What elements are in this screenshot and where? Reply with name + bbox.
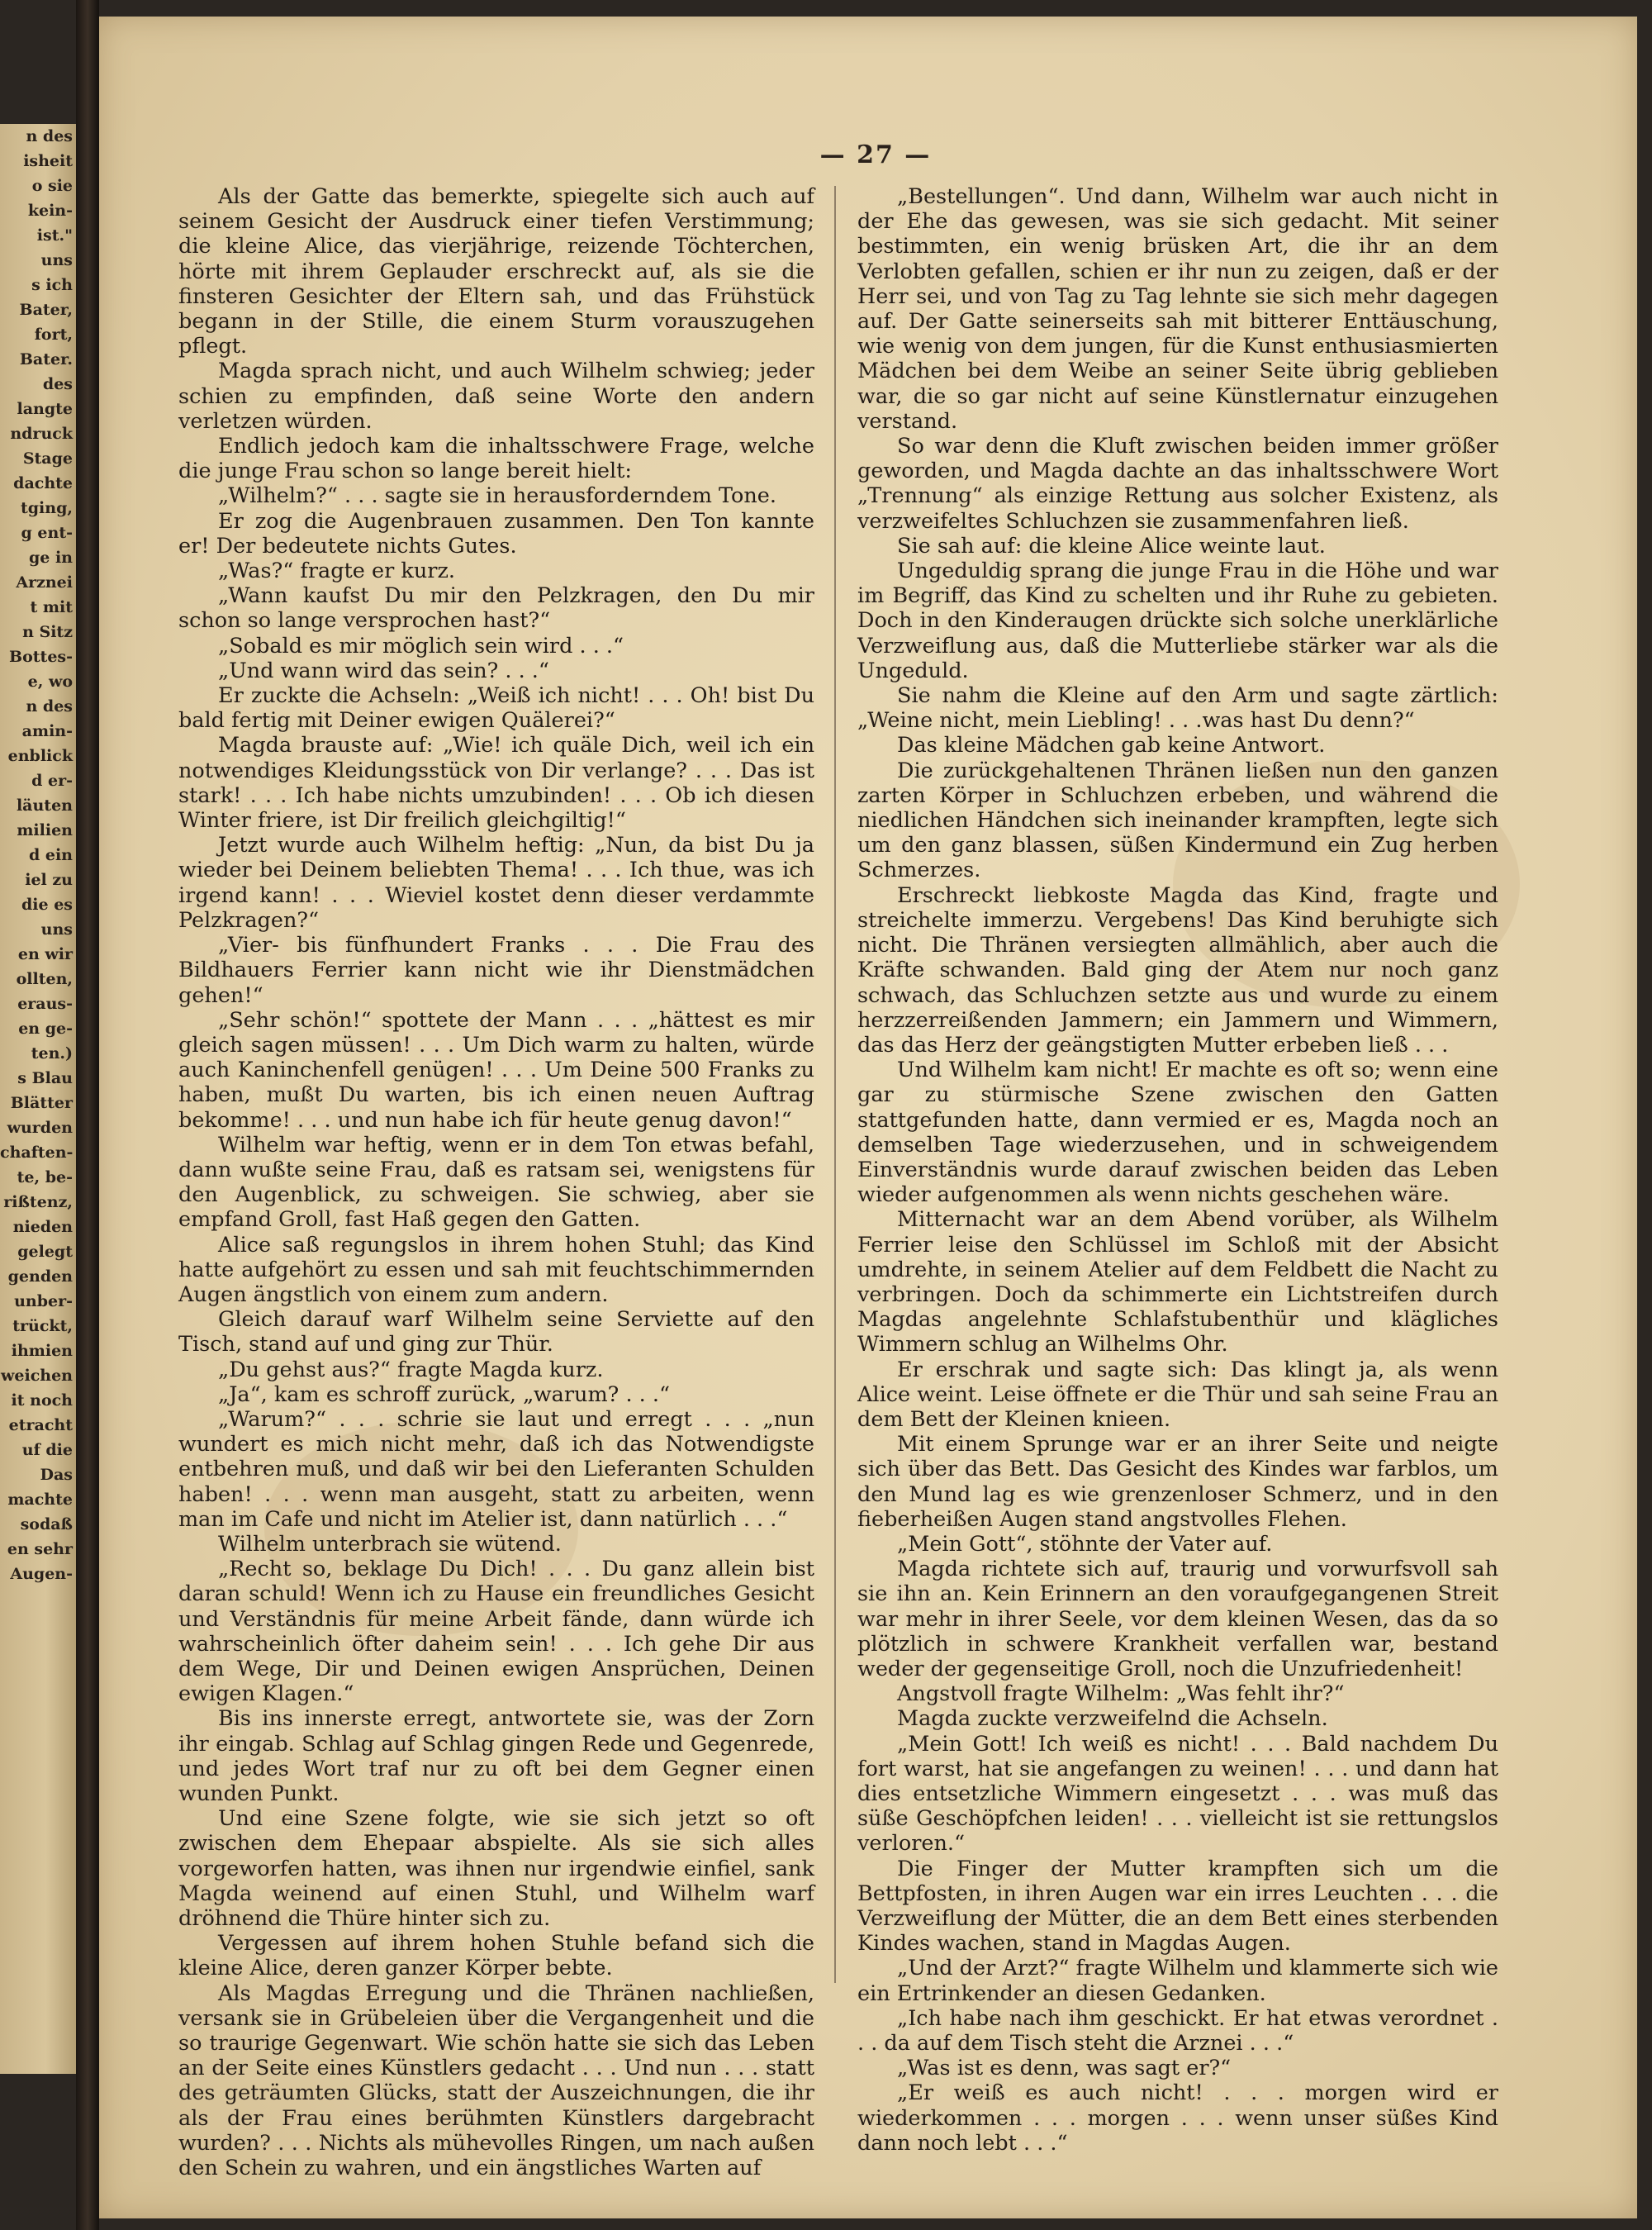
previous-page-fragment: n Sitz xyxy=(22,623,73,641)
previous-page-fragment: ist." xyxy=(36,226,73,245)
previous-page-fragment: Augen- xyxy=(10,1565,73,1583)
paragraph: Als der Gatte das bemerkte, spiegelte sich auch auf seinem Gesicht der Ausdruck einer tiefen Verstimmung; die kleine Alice, das vierjährige, reizende Töchterchen, hörte mit ihrem Geplauder erschreckt auf, als sie die finsteren Gesichter der Eltern sah, und das Frühstück begann in der Stille, die einem Sturm vorauszugehen pflegt. xyxy=(178,184,814,359)
previous-page-fragment: iel zu xyxy=(25,871,73,889)
previous-page-fragment: g ent- xyxy=(21,524,73,542)
paragraph: Vergessen auf ihrem hohen Stuhle befand sich die kleine Alice, deren ganzer Körper bebte. xyxy=(178,1931,814,1981)
paragraph: Mitternacht war an dem Abend vorüber, als Wilhelm Ferrier leise den Schlüssel im Schloß mit der Absicht umdrehte, in seinem Atelier auf dem Feldbett die Nacht zu verbringen. Doch da schimmerte ein Lichtstreifen durch Magdas angelehnte Schlafstubenthür und klägliches Wimmern schlug an Wilhelms Ohr. xyxy=(857,1207,1498,1357)
previous-page-fragment: amin- xyxy=(21,722,73,740)
previous-page-fragment: des xyxy=(42,375,73,393)
previous-page-fragment: ihmien xyxy=(11,1342,73,1360)
paragraph: Alice saß regungslos in ihrem hohen Stuhl; das Kind hatte aufgehört zu essen und sah mit feuchtschimmernden Augen ängstlich von einem zum andern. xyxy=(178,1232,814,1307)
previous-page-fragment: eraus- xyxy=(17,995,73,1013)
previous-page-fragment: langte xyxy=(17,400,73,418)
paragraph: „Er weiß es auch nicht! . . . morgen wird er wiederkommen . . . morgen . . . wenn unser süßes Kind dann noch lebt . . .“ xyxy=(857,2080,1498,2156)
paragraph: „Was ist es denn, was sagt er?“ xyxy=(897,2056,1232,2081)
paragraph: „Bestellungen“. Und dann, Wilhelm war auch nicht in der Ehe das gewesen, was sie sich gedacht. Mit seiner bestimmten, ein wenig brüsken Art, die ihr an dem Verlobten gefallen, schien er ihr nun zu zeigen, daß er der Herr sei, und von Tag zu Tag lehnte sie sich mehr dagegen auf. Der Gatte seinerseits sah mit bitterer Enttäuschung, wie wenig von dem jungen, für die Kunst enthusiasmierten Mädchen bei dem Weibe an seiner Seite übrig geblieben war, die so gar nicht auf seine Künstlernatur einzugehen verstand. xyxy=(857,184,1498,434)
previous-page-fragment: en wir xyxy=(17,945,73,963)
paragraph: „Sehr schön!“ spottete der Mann . . . „hättest es mir gleich sagen müssen! . . . Um Dich warm zu halten, würde auch Kaninchenfell genügen! . . . Um Deine 500 Franks zu haben, mußt Du warten, bis ich einen neuen Auftrag bekomme! . . . und nun habe ich für heute genug davon!“ xyxy=(178,1007,814,1133)
previous-page-fragment: milien xyxy=(17,821,73,839)
paragraph: „Warum?“ . . . schrie sie laut und erregt . . . „nun wundert es mich nicht mehr, daß ich das Notwendigste entbehren muß, und daß wir bei den Lieferanten Schulden haben! . . . wenn man ausgeht, statt zu arbeiten, wenn man im Cafe und nicht im Atelier ist, dann natürlich . . .“ xyxy=(178,1406,814,1532)
previous-page-fragment: isheit xyxy=(23,152,73,170)
previous-page-fragment: genden xyxy=(7,1267,73,1286)
column-divider xyxy=(834,186,836,1983)
previous-page-fragment: uns xyxy=(40,920,73,939)
paragraph: Wilhelm unterbrach sie wütend. xyxy=(218,1531,562,1557)
paragraph: So war denn die Kluft zwischen beiden immer größer geworden, und Magda dachte an das inhaltsschwere Wort „Trennung“ als einzige Rettung aus solcher Existenz, als verzweifeltes Schluchzen sie zusammenfahren ließ. xyxy=(857,434,1498,534)
previous-page-fragment: Bater, xyxy=(19,301,73,319)
previous-page-fragment: ten.) xyxy=(31,1044,73,1063)
previous-page-fragment: o sie xyxy=(31,177,73,195)
previous-page-fragment: läuten xyxy=(16,796,73,815)
paragraph: Er zog die Augenbrauen zusammen. Den Ton kannte er! Der bedeutete nichts Gutes. xyxy=(178,508,814,559)
paragraph: Ungeduldig sprang die junge Frau in die Höhe und war im Begriff, das Kind zu schelten und ihr Ruhe zu gebieten. Doch in den Kinderaugen drückte sich solche unerklärliche Verzweiflung aus, daß die Mutterliebe stärker war als die Ungeduld. xyxy=(857,559,1498,683)
previous-page-fragment: die es xyxy=(21,896,73,914)
paragraph: „Mein Gott! Ich weiß es nicht! . . . Bald nachdem Du fort warst, hat sie angefangen zu weinen! . . . und dann hat dies entsetzliche Wimmern eingesetzt . . . was muß das süße Geschöpfchen leiden! . . . vielleicht ist sie rettungslos verloren.“ xyxy=(857,1731,1498,1857)
previous-page-fragment: s ich xyxy=(31,276,73,294)
paragraph: „Vier- bis fünfhundert Franks . . . Die Frau des Bildhauers Ferrier kann nicht wie ihr Dienstmädchen gehen!“ xyxy=(178,933,814,1008)
paragraph: Erschreckt liebkoste Magda das Kind, fragte und streichelte immerzu. Vergebens! Das Kind beruhigte sich nicht. Die Thränen versiegten allmählich, aber auch die Kräfte schwanden. Bald ging der Atem nur noch ganz schwach, das Schluchzen setzte aus und wurde zu einem herzzerreißenden Jammern; ein Jammern und Wimmern, das das Herz der geängstigten Mutter erbeben ließ . . . xyxy=(857,882,1498,1058)
previous-page-fragment: ge in xyxy=(28,549,73,567)
paragraph: Die zurückgehaltenen Thränen ließen nun den ganzen zarten Körper in Schluchzen erbeben, und während die niedlichen Händchen sich ineinander krampften, legte sich um den ganz blassen, süßen Kindermund ein Zug herben Schmerzes. xyxy=(857,758,1498,883)
previous-page-fragment: chaften- xyxy=(0,1144,74,1162)
previous-page-fragment: etracht xyxy=(8,1416,73,1434)
paragraph: Magda sprach nicht, und auch Wilhelm schwieg; jeder schien zu empfinden, daß seine Worte den andern verletzen würden. xyxy=(178,359,814,434)
previous-page-fragment: weichen xyxy=(1,1367,73,1385)
paragraph: Jetzt wurde auch Wilhelm heftig: „Nun, da bist Du ja wieder bei Deinem beliebten Thema! . . . Ich thue, was ich irgend kann! . . . Wieviel kostet denn dieser verdammte Pelzkragen?“ xyxy=(178,833,814,933)
paragraph: Endlich jedoch kam die inhaltsschwere Frage, welche die junge Frau schon so lange bereit hielt: xyxy=(178,434,814,484)
previous-page-fragment: t mit xyxy=(30,598,73,616)
previous-page-fragment: ndruck xyxy=(10,425,73,443)
previous-page-fragment: it noch xyxy=(11,1391,73,1410)
paragraph: „Ja“, kam es schroff zurück, „warum? . . .“ xyxy=(218,1381,671,1407)
paragraph: „Du gehst aus?“ fragte Magda kurz. xyxy=(218,1357,604,1382)
paragraph: Die Finger der Mutter krampften sich um die Bettpfosten, in ihren Augen war ein irres Leuchten . . . die Verzweiflung der Mütter, die an dem Bett eines sterbenden Kindes wachen, stand in Magdas Augen. xyxy=(857,1856,1498,1957)
previous-page-fragment: Bater. xyxy=(19,350,73,368)
paragraph: „Sobald es mir möglich sein wird . . .“ xyxy=(218,633,624,659)
paragraph: „Mein Gott“, stöhnte der Vater auf. xyxy=(897,1531,1273,1557)
previous-page-fragment: Stage xyxy=(22,449,73,468)
paragraph: Magda richtete sich auf, traurig und vorwurfsvoll sah sie ihn an. Kein Erinnern an den voraufgegangenen Streit war mehr in ihrer Seele, vor dem kleinen Wesen, das da so plötzlich in schwere Krankheit verfallen war, bestand weder der gegenseitige Groll, noch die Unzufriedenheit! xyxy=(857,1557,1498,1681)
previous-page-fragment: n des xyxy=(26,127,73,145)
page-number: — 27 — xyxy=(819,140,932,169)
paragraph: Sie nahm die Kleine auf den Arm und sagte zärtlich: „Weine nicht, mein Liebling! . . .was hast Du denn?“ xyxy=(857,683,1498,734)
paragraph: Und Wilhelm kam nicht! Er machte es oft so; wenn eine gar zu stürmische Szene zwischen den Gatten stattgefunden hatte, dann vermied er es, Magda noch an demselben Tage wiederzusehen, und in schweigendem Einverständnis wurde darauf zwischen beiden das Leben wieder aufgenommen als wenn nichts geschehen wäre. xyxy=(857,1058,1498,1208)
paragraph: Als Magdas Erregung und die Thränen nachließen, versank sie in Grübeleien über die Vergangenheit und die so traurige Gegenwart. Wie schön hatte sie sich das Leben an der Seite eines Künstlers gedacht . . . Und nun . . . statt des geträumten Glücks, statt der Auszeichnungen, die ihr als der Frau eines berühmten Künstlers dargebracht wurden? . . . Nichts als mühevolles Ringen, um nach außen den Schein zu wahren, und ein ängstliches Warten auf xyxy=(178,1980,814,2181)
previous-page-fragment: gelegt xyxy=(17,1243,73,1261)
paragraph: Sie sah auf: die kleine Alice weinte laut. xyxy=(897,533,1326,559)
previous-page-fragment: fort, xyxy=(34,326,73,344)
paragraph: Angstvoll fragte Wilhelm: „Was fehlt ihr?“ xyxy=(897,1681,1345,1707)
previous-page-fragment: Das xyxy=(40,1466,73,1484)
previous-page-fragment: n des xyxy=(26,697,73,716)
previous-page-fragment: machte xyxy=(7,1491,73,1509)
previous-page-fragment: Arznei xyxy=(16,573,73,592)
previous-page-fragment: en ge- xyxy=(18,1020,73,1038)
paragraph: Er zuckte die Achseln: „Weiß ich nicht! . . . Oh! bist Du bald fertig mit Deiner ewigen Quälerei?“ xyxy=(178,683,814,734)
paragraph: Gleich darauf warf Wilhelm seine Serviette auf den Tisch, stand auf und ging zur Thür. xyxy=(178,1307,814,1357)
previous-page-edge xyxy=(0,124,76,2074)
paragraph: „Ich habe nach ihm geschickt. Er hat etwas verordnet . . . da auf dem Tisch steht die Arznei . . .“ xyxy=(857,2005,1498,2056)
page xyxy=(99,17,1637,2218)
previous-page-fragment: Blätter xyxy=(10,1094,73,1112)
paragraph: Er erschrak und sagte sich: Das klingt ja, als wenn Alice weint. Leise öffnete er die Thür und sah seine Frau an dem Bett der Kleinen knieen. xyxy=(857,1357,1498,1432)
paragraph: „Und der Arzt?“ fragte Wilhelm und klammerte sich wie ein Ertrinkender an diesen Gedanken. xyxy=(857,1956,1498,2006)
previous-page-fragment: d er- xyxy=(31,772,73,790)
previous-page-fragment: uns xyxy=(40,251,73,269)
previous-page-fragment: tging, xyxy=(21,499,73,517)
paragraph: Und eine Szene folgte, wie sie sich jetzt so oft zwischen dem Ehepaar abspielte. Als sie sich alles vorgeworfen hatten, was ihnen nur irgendwie einfiel, sank Magda weinend auf einen Stuhl, und Wilhelm warf dröhnend die Thüre hinter sich zu. xyxy=(178,1806,814,1932)
previous-page-fragment: kein- xyxy=(27,202,73,220)
paragraph: Bis ins innerste erregt, antwortete sie, was der Zorn ihr eingab. Schlag auf Schlag gingen Rede und Gegenrede, und jedes Wort traf nur zu oft bei dem Gegner einen wunden Punkt. xyxy=(178,1706,814,1806)
book-gutter xyxy=(76,0,99,2230)
previous-page-fragment: wurden xyxy=(7,1119,73,1137)
previous-page-fragment: d ein xyxy=(28,846,73,864)
previous-page-fragment: s Blau xyxy=(17,1069,73,1087)
paragraph: „Recht so, beklage Du Dich! . . . Du ganz allein bist daran schuld! Wenn ich zu Hause ein freundliches Gesicht und Verständnis für meine Arbeit fände, dann würde ich wahrscheinlich öfter daheim sein! . . . Ich gehe Dir aus dem Wege, Dir und Deinen ewigen Ansprüchen, Deinen ewigen Klagen.“ xyxy=(178,1557,814,1707)
previous-page-fragment: unber- xyxy=(14,1292,73,1310)
previous-page-fragment: dachte xyxy=(13,474,73,492)
previous-page-fragment: rißtenz, xyxy=(3,1193,73,1211)
right-text-column xyxy=(857,184,1498,2156)
paragraph: Magda zuckte verzweifelnd die Achseln. xyxy=(897,1706,1328,1732)
paragraph: „Wann kaufst Du mir den Pelzkragen, den Du mir schon so lange versprochen hast?“ xyxy=(178,583,814,634)
previous-page-fragment: ollten, xyxy=(16,970,73,988)
previous-page-fragment: Bottes- xyxy=(9,648,73,666)
paragraph: Magda brauste auf: „Wie! ich quäle Dich, weil ich ein notwendiges Kleidungsstück von Dir verlange? . . . Das ist stark! . . . Ich habe nichts umzubinden! . . . Ob ich diesen Winter friere, ist Dir freilich gleichgiltig!“ xyxy=(178,733,814,834)
previous-page-fragment: nieden xyxy=(12,1218,73,1236)
paragraph: Das kleine Mädchen gab keine Antwort. xyxy=(897,733,1326,758)
paragraph: Mit einem Sprunge war er an ihrer Seite und neigte sich über das Bett. Das Gesicht des Kindes war farblos, um den Mund lag es wie grenzenloser Schmerz, und in den fieberheißen Augen stand angstvolles Flehen. xyxy=(857,1432,1498,1532)
previous-page-fragment: en sehr xyxy=(7,1540,73,1558)
previous-page-fragment: trückt, xyxy=(12,1317,73,1335)
paragraph: „Und wann wird das sein? . . .“ xyxy=(218,658,549,683)
paragraph: „Wilhelm?“ . . . sagte sie in herausforderndem Tone. xyxy=(218,483,776,509)
left-text-column xyxy=(178,184,814,2181)
previous-page-fragment: enblick xyxy=(7,747,73,765)
previous-page-fragment: uf die xyxy=(21,1441,73,1459)
previous-page-fragment: te, be- xyxy=(17,1168,73,1186)
previous-page-fragment: sodaß xyxy=(20,1515,73,1533)
paragraph: „Was?“ fragte er kurz. xyxy=(218,559,455,584)
paragraph: Wilhelm war heftig, wenn er in dem Ton etwas befahl, dann wußte seine Frau, daß es ratsam sei, wenigstens für den Augenblick, zu schweigen. Sie schwieg, aber sie empfand Groll, fast Haß gegen den Gatten. xyxy=(178,1132,814,1233)
previous-page-fragment: e, wo xyxy=(27,673,73,691)
